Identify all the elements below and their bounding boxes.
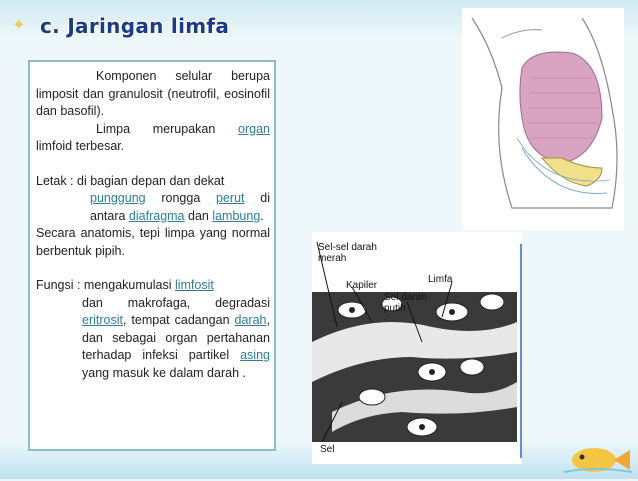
content-text-box xyxy=(28,60,276,451)
paragraph-letak-detail: punggung rongga perut di antara diafragma dan lambung. xyxy=(90,191,270,223)
link-punggung[interactable]: punggung xyxy=(90,191,146,205)
label-cell: Sel xyxy=(320,444,335,455)
tissue-drawing xyxy=(312,232,522,464)
torso-outline-drawing xyxy=(462,8,624,230)
lymph-tissue-diagram xyxy=(312,232,522,464)
link-asing[interactable]: asing xyxy=(240,348,270,362)
paragraph-components: Komponen selular berupa limposit dan granulosit (neutrofil, eosinofil dan basofil). xyxy=(36,69,270,118)
paragraph-fungsi: Fungsi : mengakumulasi limfosit xyxy=(36,278,214,292)
label-lymph: Limfa xyxy=(428,274,453,285)
label-white-blood-cell: Sel darah putih xyxy=(384,292,427,314)
paragraph-letak: Letak : di bagian depan dan dekat xyxy=(36,173,225,188)
paragraph-anatomi: Secara anatomis, tepi limpa yang normal berbentuk pipih. xyxy=(36,226,270,258)
slide-title: c. Jaringan limfa xyxy=(40,14,230,38)
label-red-blood-cells: Sel-sel darah merah xyxy=(318,242,377,264)
link-darah[interactable]: darah xyxy=(234,313,267,327)
link-eritrosit[interactable]: eritrosit xyxy=(82,313,123,327)
spleen-anatomy-illustration xyxy=(462,8,624,230)
link-limfosit[interactable]: limfosit xyxy=(174,278,214,292)
decorative-star-icon: ✦ xyxy=(12,17,26,34)
label-capillary: Kapiler xyxy=(346,280,378,291)
decorative-fish-icon xyxy=(554,438,634,476)
paragraph-organ: Limpa merupakan organ limfoid terbesar. xyxy=(36,121,270,153)
divider-line xyxy=(520,244,522,458)
link-perut[interactable]: perut xyxy=(216,191,245,205)
link-organ[interactable]: organ xyxy=(238,121,270,136)
link-lambung[interactable]: lambung xyxy=(212,208,261,223)
paragraph-fungsi-detail: dan makrofaga, degradasi eritrosit, tempat cadangan darah, dan sebagai organ pertahanan terhadap infeksi partikel asing yang masuk ke dalam darah . xyxy=(82,295,270,380)
link-diafragma[interactable]: diafragma xyxy=(128,208,185,223)
